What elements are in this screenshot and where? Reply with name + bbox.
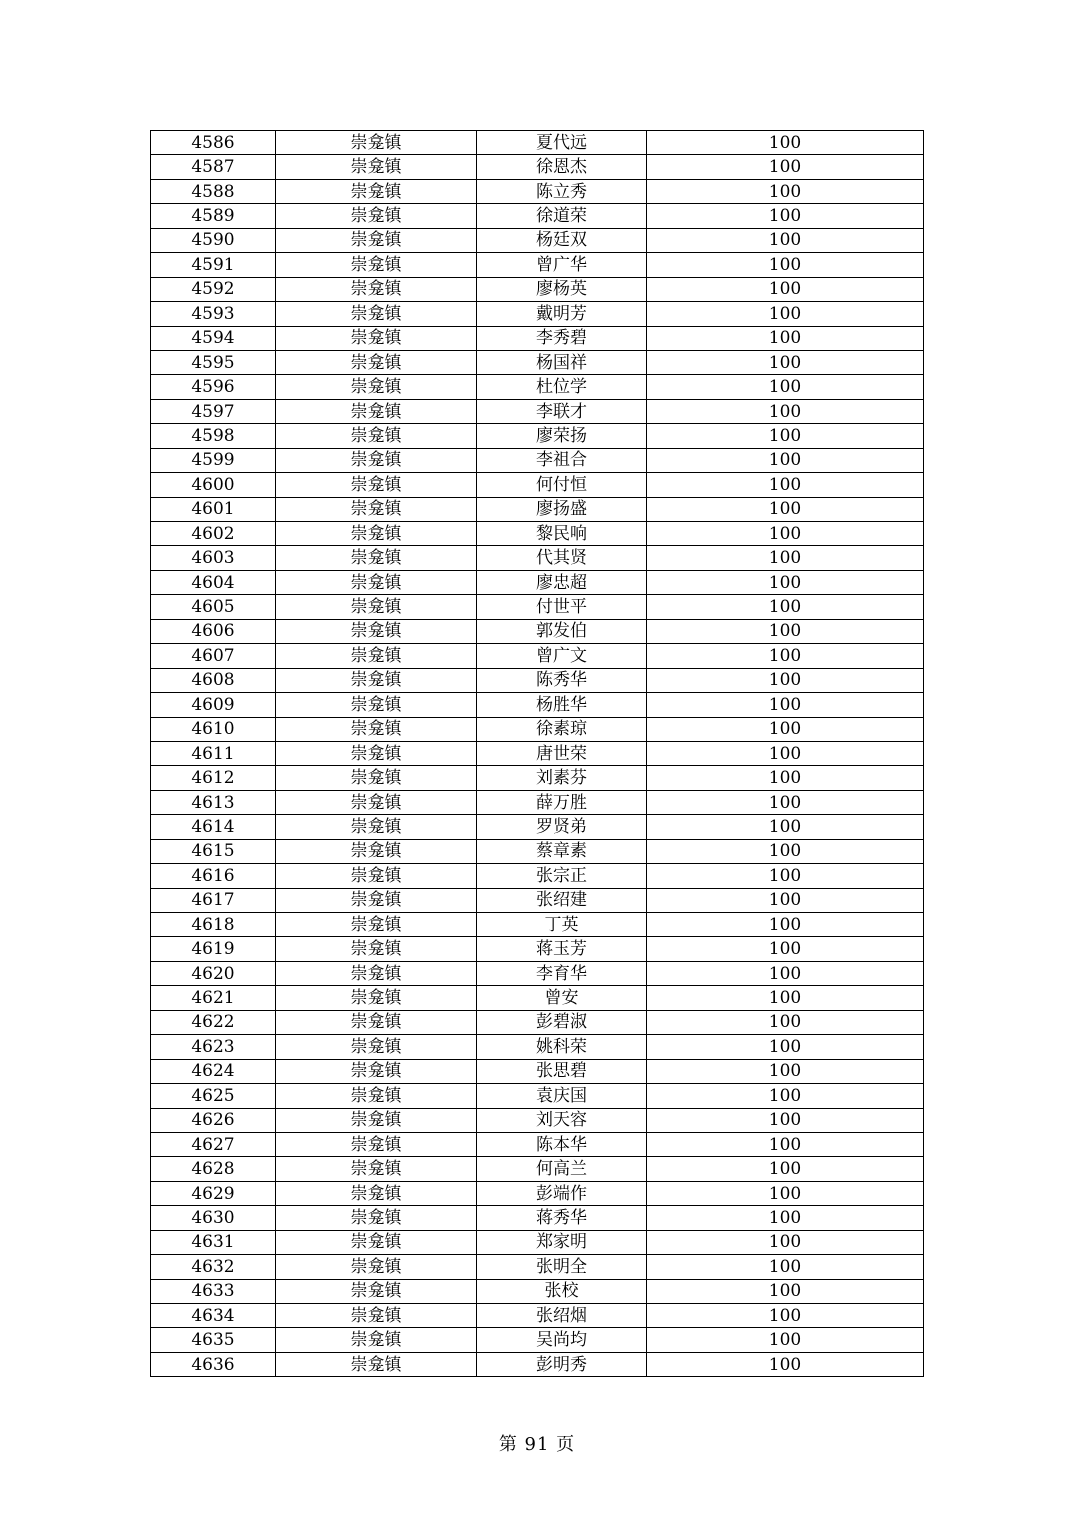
table-row	[151, 155, 924, 179]
table-row	[151, 204, 924, 228]
table-row	[151, 473, 924, 497]
serial-number-cell: 4589	[151, 204, 276, 228]
name-cell: 袁庆国	[477, 1084, 647, 1108]
serial-number-cell: 4597	[151, 399, 276, 423]
table-row	[151, 741, 924, 765]
name-cell: 彭明秀	[477, 1352, 647, 1376]
amount-cell: 100	[647, 350, 924, 374]
amount-cell: 100	[647, 986, 924, 1010]
serial-number-cell: 4626	[151, 1108, 276, 1132]
serial-number-cell: 4615	[151, 839, 276, 863]
town-cell: 崇龛镇	[276, 1328, 477, 1352]
town-cell: 崇龛镇	[276, 131, 477, 155]
name-cell: 杜位学	[477, 375, 647, 399]
amount-cell: 100	[647, 741, 924, 765]
table-row	[151, 668, 924, 692]
table-row	[151, 497, 924, 521]
amount-cell: 100	[647, 204, 924, 228]
town-cell: 崇龛镇	[276, 546, 477, 570]
town-cell: 崇龛镇	[276, 913, 477, 937]
town-cell: 崇龛镇	[276, 424, 477, 448]
name-cell: 陈立秀	[477, 179, 647, 203]
name-cell: 彭端作	[477, 1181, 647, 1205]
amount-cell: 100	[647, 644, 924, 668]
name-cell: 曾广文	[477, 644, 647, 668]
serial-number-cell: 4616	[151, 864, 276, 888]
town-cell: 崇龛镇	[276, 522, 477, 546]
name-cell: 戴明芳	[477, 302, 647, 326]
town-cell: 崇龛镇	[276, 570, 477, 594]
table-row	[151, 815, 924, 839]
town-cell: 崇龛镇	[276, 888, 477, 912]
serial-number-cell: 4594	[151, 326, 276, 350]
table-row	[151, 1328, 924, 1352]
serial-number-cell: 4605	[151, 595, 276, 619]
name-cell: 李秀碧	[477, 326, 647, 350]
amount-cell: 100	[647, 888, 924, 912]
name-cell: 付世平	[477, 595, 647, 619]
table-row	[151, 277, 924, 301]
amount-cell: 100	[647, 302, 924, 326]
name-cell: 李联才	[477, 399, 647, 423]
amount-cell: 100	[647, 961, 924, 985]
town-cell: 崇龛镇	[276, 1059, 477, 1083]
name-cell: 唐世荣	[477, 741, 647, 765]
town-cell: 崇龛镇	[276, 693, 477, 717]
amount-cell: 100	[647, 864, 924, 888]
amount-cell: 100	[647, 619, 924, 643]
serial-number-cell: 4634	[151, 1304, 276, 1328]
town-cell: 崇龛镇	[276, 179, 477, 203]
table-row	[151, 131, 924, 155]
serial-number-cell: 4630	[151, 1206, 276, 1230]
amount-cell: 100	[647, 1206, 924, 1230]
serial-number-cell: 4620	[151, 961, 276, 985]
town-cell: 崇龛镇	[276, 155, 477, 179]
town-cell: 崇龛镇	[276, 277, 477, 301]
name-cell: 代其贤	[477, 546, 647, 570]
amount-cell: 100	[647, 1279, 924, 1303]
serial-number-cell: 4593	[151, 302, 276, 326]
name-cell: 陈本华	[477, 1132, 647, 1156]
town-cell: 崇龛镇	[276, 595, 477, 619]
table-row	[151, 522, 924, 546]
name-cell: 张绍烟	[477, 1304, 647, 1328]
table-row	[151, 717, 924, 741]
serial-number-cell: 4610	[151, 717, 276, 741]
table-row	[151, 546, 924, 570]
name-cell: 刘天容	[477, 1108, 647, 1132]
town-cell: 崇龛镇	[276, 1084, 477, 1108]
town-cell: 崇龛镇	[276, 497, 477, 521]
amount-cell: 100	[647, 766, 924, 790]
amount-cell: 100	[647, 1059, 924, 1083]
serial-number-cell: 4590	[151, 228, 276, 252]
table-row	[151, 1132, 924, 1156]
amount-cell: 100	[647, 1230, 924, 1254]
amount-cell: 100	[647, 1108, 924, 1132]
name-cell: 郑家明	[477, 1230, 647, 1254]
name-cell: 吴尚均	[477, 1328, 647, 1352]
name-cell: 徐素琼	[477, 717, 647, 741]
table-row	[151, 986, 924, 1010]
table-row	[151, 375, 924, 399]
amount-cell: 100	[647, 595, 924, 619]
name-cell: 蒋玉芳	[477, 937, 647, 961]
serial-number-cell: 4618	[151, 913, 276, 937]
serial-number-cell: 4632	[151, 1255, 276, 1279]
name-cell: 李祖合	[477, 448, 647, 472]
table-row	[151, 937, 924, 961]
serial-number-cell: 4609	[151, 693, 276, 717]
serial-number-cell: 4633	[151, 1279, 276, 1303]
name-cell: 陈秀华	[477, 668, 647, 692]
amount-cell: 100	[647, 1157, 924, 1181]
name-cell: 蒋秀华	[477, 1206, 647, 1230]
town-cell: 崇龛镇	[276, 302, 477, 326]
amount-cell: 100	[647, 375, 924, 399]
serial-number-cell: 4636	[151, 1352, 276, 1376]
serial-number-cell: 4627	[151, 1132, 276, 1156]
town-cell: 崇龛镇	[276, 717, 477, 741]
roster-table	[150, 130, 924, 1377]
serial-number-cell: 4624	[151, 1059, 276, 1083]
name-cell: 夏代远	[477, 131, 647, 155]
serial-number-cell: 4614	[151, 815, 276, 839]
table-row	[151, 766, 924, 790]
town-cell: 崇龛镇	[276, 1206, 477, 1230]
table-row	[151, 961, 924, 985]
town-cell: 崇龛镇	[276, 1157, 477, 1181]
name-cell: 张思碧	[477, 1059, 647, 1083]
table-row	[151, 619, 924, 643]
town-cell: 崇龛镇	[276, 1279, 477, 1303]
amount-cell: 100	[647, 1132, 924, 1156]
name-cell: 李育华	[477, 961, 647, 985]
town-cell: 崇龛镇	[276, 1352, 477, 1376]
amount-cell: 100	[647, 424, 924, 448]
town-cell: 崇龛镇	[276, 1035, 477, 1059]
table-row	[151, 228, 924, 252]
amount-cell: 100	[647, 228, 924, 252]
serial-number-cell: 4622	[151, 1010, 276, 1034]
town-cell: 崇龛镇	[276, 399, 477, 423]
amount-cell: 100	[647, 131, 924, 155]
amount-cell: 100	[647, 1328, 924, 1352]
town-cell: 崇龛镇	[276, 1181, 477, 1205]
name-cell: 曾安	[477, 986, 647, 1010]
name-cell: 罗贤弟	[477, 815, 647, 839]
town-cell: 崇龛镇	[276, 1304, 477, 1328]
serial-number-cell: 4598	[151, 424, 276, 448]
town-cell: 崇龛镇	[276, 986, 477, 1010]
town-cell: 崇龛镇	[276, 448, 477, 472]
amount-cell: 100	[647, 546, 924, 570]
serial-number-cell: 4601	[151, 497, 276, 521]
town-cell: 崇龛镇	[276, 1132, 477, 1156]
table-row	[151, 399, 924, 423]
name-cell: 廖扬盛	[477, 497, 647, 521]
amount-cell: 100	[647, 693, 924, 717]
amount-cell: 100	[647, 570, 924, 594]
name-cell: 郭发伯	[477, 619, 647, 643]
serial-number-cell: 4600	[151, 473, 276, 497]
table-row	[151, 1255, 924, 1279]
town-cell: 崇龛镇	[276, 375, 477, 399]
name-cell: 刘素芬	[477, 766, 647, 790]
serial-number-cell: 4612	[151, 766, 276, 790]
name-cell: 彭碧淑	[477, 1010, 647, 1034]
town-cell: 崇龛镇	[276, 1010, 477, 1034]
serial-number-cell: 4588	[151, 179, 276, 203]
serial-number-cell: 4602	[151, 522, 276, 546]
name-cell: 徐恩杰	[477, 155, 647, 179]
table-row	[151, 570, 924, 594]
table-row	[151, 1157, 924, 1181]
serial-number-cell: 4586	[151, 131, 276, 155]
amount-cell: 100	[647, 497, 924, 521]
amount-cell: 100	[647, 253, 924, 277]
table-row	[151, 864, 924, 888]
town-cell: 崇龛镇	[276, 326, 477, 350]
table-row	[151, 790, 924, 814]
name-cell: 张校	[477, 1279, 647, 1303]
serial-number-cell: 4607	[151, 644, 276, 668]
table-row	[151, 1230, 924, 1254]
table-row	[151, 644, 924, 668]
serial-number-cell: 4592	[151, 277, 276, 301]
table-row	[151, 1035, 924, 1059]
table-row	[151, 1352, 924, 1376]
town-cell: 崇龛镇	[276, 1230, 477, 1254]
table-row	[151, 595, 924, 619]
town-cell: 崇龛镇	[276, 790, 477, 814]
town-cell: 崇龛镇	[276, 473, 477, 497]
serial-number-cell: 4635	[151, 1328, 276, 1352]
serial-number-cell: 4603	[151, 546, 276, 570]
table-row	[151, 1010, 924, 1034]
amount-cell: 100	[647, 1181, 924, 1205]
table-row	[151, 1108, 924, 1132]
serial-number-cell: 4631	[151, 1230, 276, 1254]
town-cell: 崇龛镇	[276, 1255, 477, 1279]
name-cell: 蔡章素	[477, 839, 647, 863]
name-cell: 姚科荣	[477, 1035, 647, 1059]
town-cell: 崇龛镇	[276, 644, 477, 668]
town-cell: 崇龛镇	[276, 1108, 477, 1132]
town-cell: 崇龛镇	[276, 204, 477, 228]
table-row	[151, 253, 924, 277]
amount-cell: 100	[647, 839, 924, 863]
serial-number-cell: 4608	[151, 668, 276, 692]
serial-number-cell: 4621	[151, 986, 276, 1010]
name-cell: 何付恒	[477, 473, 647, 497]
serial-number-cell: 4599	[151, 448, 276, 472]
amount-cell: 100	[647, 1352, 924, 1376]
name-cell: 廖杨英	[477, 277, 647, 301]
serial-number-cell: 4596	[151, 375, 276, 399]
table-row	[151, 693, 924, 717]
town-cell: 崇龛镇	[276, 961, 477, 985]
amount-cell: 100	[647, 473, 924, 497]
name-cell: 廖荣扬	[477, 424, 647, 448]
table-row	[151, 1084, 924, 1108]
table-row	[151, 326, 924, 350]
town-cell: 崇龛镇	[276, 864, 477, 888]
table-row	[151, 913, 924, 937]
amount-cell: 100	[647, 179, 924, 203]
name-cell: 薛万胜	[477, 790, 647, 814]
serial-number-cell: 4625	[151, 1084, 276, 1108]
name-cell: 丁英	[477, 913, 647, 937]
serial-number-cell: 4629	[151, 1181, 276, 1205]
amount-cell: 100	[647, 522, 924, 546]
name-cell: 张宗正	[477, 864, 647, 888]
amount-cell: 100	[647, 717, 924, 741]
amount-cell: 100	[647, 326, 924, 350]
town-cell: 崇龛镇	[276, 228, 477, 252]
amount-cell: 100	[647, 1304, 924, 1328]
table-row	[151, 179, 924, 203]
table-row	[151, 1206, 924, 1230]
town-cell: 崇龛镇	[276, 839, 477, 863]
town-cell: 崇龛镇	[276, 350, 477, 374]
table-row	[151, 448, 924, 472]
table-row	[151, 1304, 924, 1328]
table-row	[151, 1279, 924, 1303]
serial-number-cell: 4628	[151, 1157, 276, 1181]
table-row	[151, 1181, 924, 1205]
name-cell: 徐道荣	[477, 204, 647, 228]
town-cell: 崇龛镇	[276, 937, 477, 961]
amount-cell: 100	[647, 399, 924, 423]
page-number: 第 91 页	[498, 1434, 576, 1455]
serial-number-cell: 4611	[151, 741, 276, 765]
table-row	[151, 839, 924, 863]
name-cell: 黎民响	[477, 522, 647, 546]
name-cell: 何高兰	[477, 1157, 647, 1181]
serial-number-cell: 4595	[151, 350, 276, 374]
serial-number-cell: 4617	[151, 888, 276, 912]
serial-number-cell: 4613	[151, 790, 276, 814]
name-cell: 杨胜华	[477, 693, 647, 717]
town-cell: 崇龛镇	[276, 815, 477, 839]
table-row	[151, 888, 924, 912]
roster-table-body	[151, 131, 924, 1377]
table-row	[151, 302, 924, 326]
name-cell: 曾广华	[477, 253, 647, 277]
town-cell: 崇龛镇	[276, 668, 477, 692]
amount-cell: 100	[647, 668, 924, 692]
serial-number-cell: 4606	[151, 619, 276, 643]
amount-cell: 100	[647, 1035, 924, 1059]
serial-number-cell: 4604	[151, 570, 276, 594]
serial-number-cell: 4619	[151, 937, 276, 961]
amount-cell: 100	[647, 277, 924, 301]
serial-number-cell: 4587	[151, 155, 276, 179]
table-row	[151, 1059, 924, 1083]
town-cell: 崇龛镇	[276, 741, 477, 765]
serial-number-cell: 4591	[151, 253, 276, 277]
name-cell: 张绍建	[477, 888, 647, 912]
amount-cell: 100	[647, 913, 924, 937]
amount-cell: 100	[647, 790, 924, 814]
amount-cell: 100	[647, 1255, 924, 1279]
name-cell: 张明全	[477, 1255, 647, 1279]
table-row	[151, 350, 924, 374]
name-cell: 杨国祥	[477, 350, 647, 374]
amount-cell: 100	[647, 1084, 924, 1108]
amount-cell: 100	[647, 815, 924, 839]
name-cell: 廖忠超	[477, 570, 647, 594]
amount-cell: 100	[647, 937, 924, 961]
town-cell: 崇龛镇	[276, 253, 477, 277]
amount-cell: 100	[647, 1010, 924, 1034]
amount-cell: 100	[647, 448, 924, 472]
name-cell: 杨廷双	[477, 228, 647, 252]
serial-number-cell: 4623	[151, 1035, 276, 1059]
amount-cell: 100	[647, 155, 924, 179]
town-cell: 崇龛镇	[276, 766, 477, 790]
table-row	[151, 424, 924, 448]
town-cell: 崇龛镇	[276, 619, 477, 643]
